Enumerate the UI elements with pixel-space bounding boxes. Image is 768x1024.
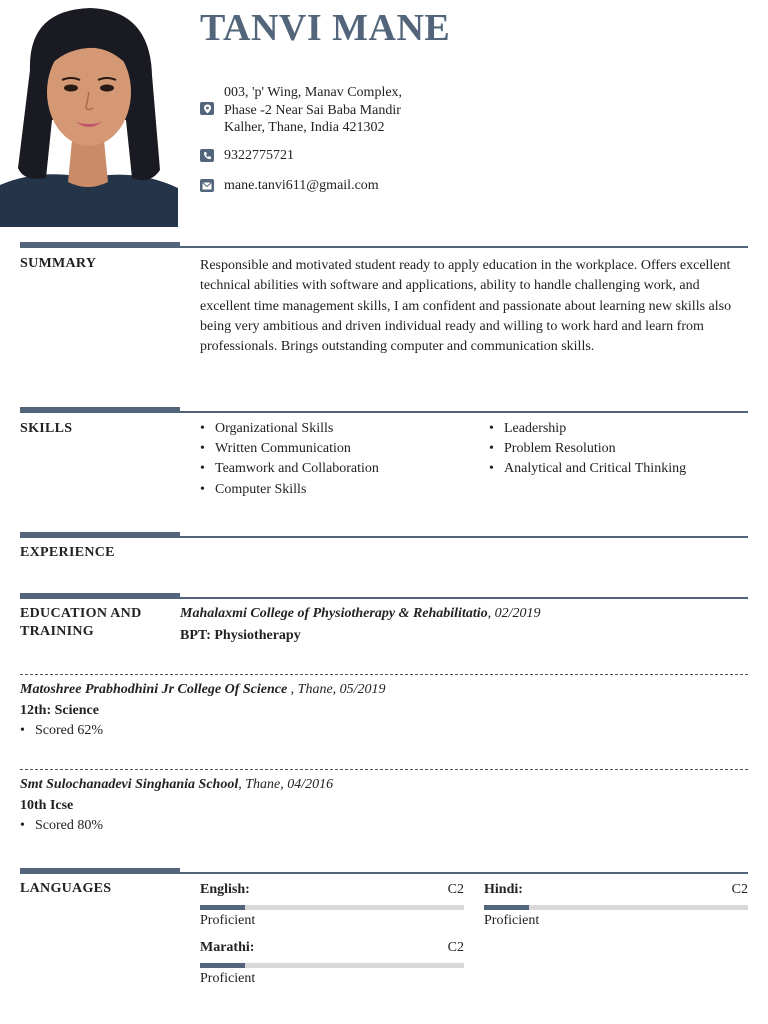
language-level-english: C2 [447, 882, 464, 897]
summary-rule [20, 246, 748, 248]
language-proficiency-hindi: Proficient [484, 913, 540, 928]
education-title-line-1: EDUCATION AND [20, 606, 142, 621]
location-pin-icon [200, 102, 214, 115]
address-line-1: 003, 'p' Wing, Manav Complex, [224, 85, 403, 100]
skill-item: • Written Communication [200, 441, 351, 456]
language-level-hindi: C2 [731, 882, 748, 897]
language-bar-marathi [200, 963, 464, 968]
education-entry-3-school: Smt Sulochanadevi Singhania School, Thane, 04/2016 [20, 777, 334, 792]
language-bar-fill [200, 905, 245, 910]
experience-rule [20, 536, 748, 538]
language-proficiency-english: Proficient [200, 913, 256, 928]
profile-photo-illustration [0, 0, 178, 227]
skills-rule [20, 411, 748, 413]
education-title-line-2: TRAINING [20, 624, 94, 639]
skills-title: SKILLS [20, 421, 73, 436]
education-entry-3-degree: 10th Icse [20, 798, 74, 813]
education-divider [20, 674, 748, 675]
language-name-hindi: Hindi: [484, 882, 523, 897]
candidate-name: TANVI MANE [200, 7, 451, 49]
language-bar-fill [484, 905, 529, 910]
profile-photo [0, 0, 178, 227]
email-address[interactable]: mane.tanvi611@gmail.com [224, 178, 379, 193]
languages-rule [20, 872, 748, 874]
summary-text: Responsible and motivated student ready to apply education in the workplace. Offers excellent technical abilities with software and applications, ability to handle challenging work, and excellent time management skills, I am confident and passionate about learning new skills also being very ambitious and driven individual ready and willing to work hard and learn from professionals. Brings outstanding computer and communication skills. [200, 258, 732, 355]
summary-title: SUMMARY [20, 256, 97, 271]
skill-item: • Problem Resolution [489, 441, 616, 456]
address-line-2: Phase -2 Near Sai Baba Mandir [224, 103, 401, 118]
address-line-3: Kalher, Thane, India 421302 [224, 120, 385, 135]
education-entry-2-note: • Scored 62% [20, 723, 104, 738]
skill-item: • Leadership [489, 421, 567, 436]
skill-item: • Teamwork and Collaboration [200, 461, 379, 476]
education-rule [20, 597, 748, 599]
education-entry-2-degree: 12th: Science [20, 703, 99, 718]
languages-title: LANGUAGES [20, 881, 112, 896]
education-entry-1-school: Mahalaxmi College of Physiotherapy & Rehabilitatio, 02/2019 [180, 606, 541, 621]
language-bar-fill [200, 963, 245, 968]
language-bar-hindi [484, 905, 748, 910]
phone-icon [200, 149, 214, 162]
envelope-icon [200, 179, 214, 192]
experience-title: EXPERIENCE [20, 545, 115, 560]
language-level-marathi: C2 [447, 940, 464, 955]
skill-item: • Organizational Skills [200, 421, 334, 436]
language-name-english: English: [200, 882, 250, 897]
skill-item: • Analytical and Critical Thinking [489, 461, 687, 476]
language-bar-english [200, 905, 464, 910]
language-proficiency-marathi: Proficient [200, 971, 256, 986]
phone-number[interactable]: 9322775721 [224, 148, 294, 163]
education-entry-1-degree: BPT: Physiotherapy [180, 628, 301, 643]
education-divider [20, 769, 748, 770]
education-entry-2-school: Matoshree Prabhodhini Jr College Of Science , Thane, 05/2019 [20, 682, 386, 697]
language-name-marathi: Marathi: [200, 940, 255, 955]
education-entry-3-note: • Scored 80% [20, 818, 104, 833]
skill-item: • Computer Skills [200, 482, 307, 497]
